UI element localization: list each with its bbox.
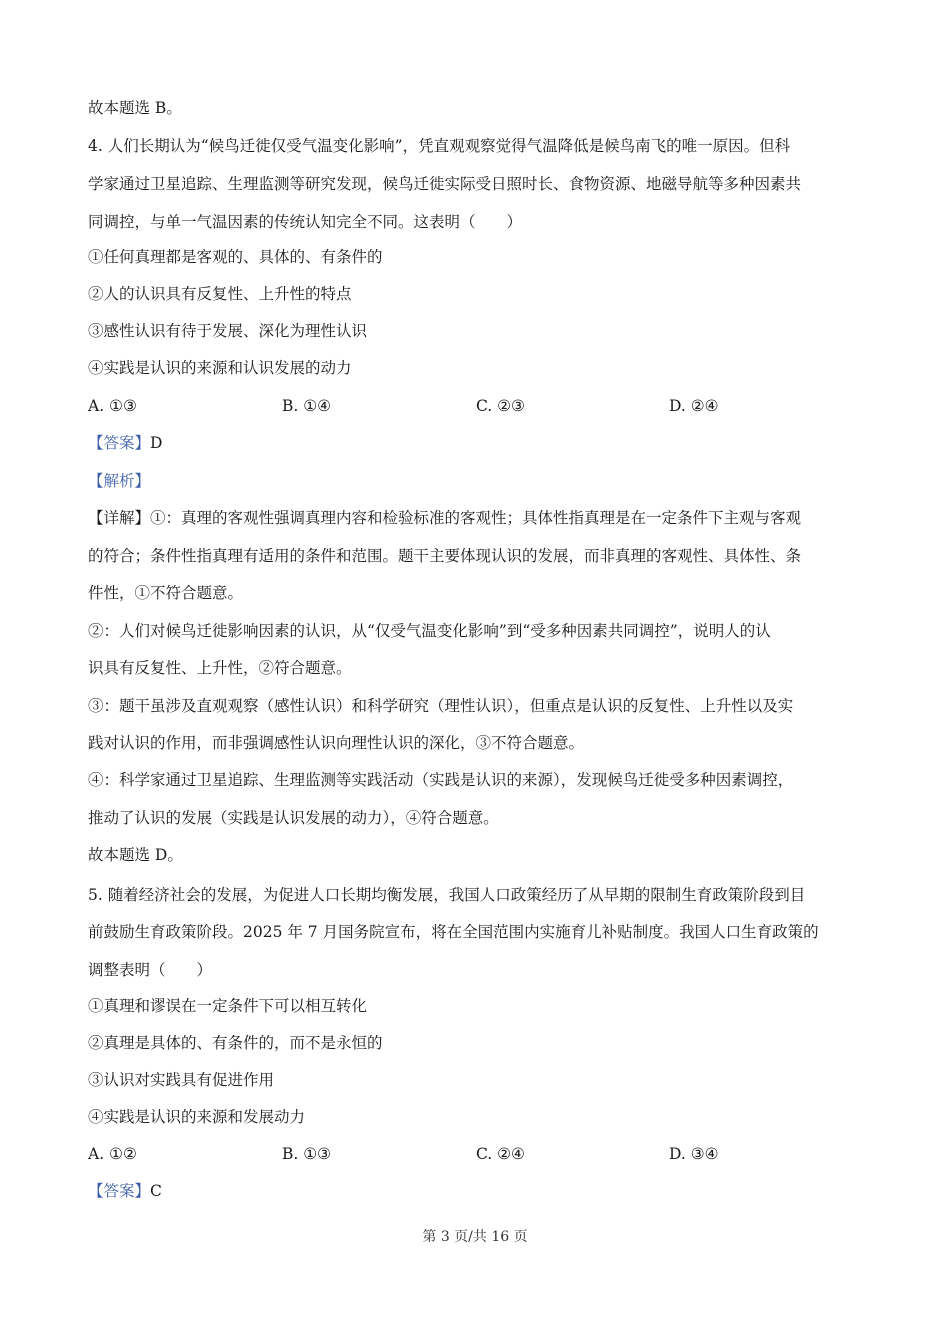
statement-2: ②人的认识具有反复性、上升性的特点 [88,285,352,303]
text-line: ③：题干虽涉及直观观察（感性认识）和科学研究（理性认识），但重点是认识的反复性、上升性以及实 [88,697,794,715]
question-5-stem: 5. 随着经济社会的发展，为促进人口长期均衡发展，我国人口政策经历了从早期的限制生育政策阶段到目 [88,886,806,904]
text-line: 践对认识的作用，而非强调感性认识向理性认识的深化，③不符合题意。 [88,734,585,752]
text-line: 故本题选 D。 [88,846,183,864]
option-c: C. ②④ [476,1145,525,1163]
text-line: 故本题选 B。 [88,99,182,117]
answer-value: D [150,434,163,452]
text-line: ④：科学家通过卫星追踪、生理监测等实践活动（实践是认识的来源），发现候鸟迁徙受多种因素调控， [88,771,794,789]
analysis-tag: 【解析】 [88,472,151,490]
page-footer: 第 3 页/共 16 页 [422,1229,528,1245]
text-line: 调整表明（ ） [88,961,213,979]
option-b: B. ①③ [282,1145,332,1163]
option-a: A. ①③ [88,397,137,415]
answer-line [88,1181,162,1201]
statement-4: ④实践是认识的来源和认识发展的动力 [88,359,352,377]
detail-line [88,508,801,528]
option-d: D. ②④ [669,397,719,415]
text-line: 学家通过卫星追踪、生理监测等研究发现，候鸟迁徙实际受日照时长、食物资源、地磁导航等多种因素共 [88,175,802,193]
text-line: 同调控，与单一气温因素的传统认知完全不同。这表明（ ） [88,213,523,231]
answer-line [88,433,162,453]
option-d: D. ③④ [669,1145,719,1163]
statement-1: ①真理和谬误在一定条件下可以相互转化 [88,997,368,1015]
statement-4: ④实践是认识的来源和发展动力 [88,1108,306,1126]
text-line: 识具有反复性、上升性，②符合题意。 [88,659,352,677]
statement-3: ③认识对实践具有促进作用 [88,1071,275,1089]
statement-3: ③感性认识有待于发展、深化为理性认识 [88,322,368,340]
option-a: A. ①② [88,1145,137,1163]
option-b: B. ①④ [282,397,332,415]
answer-tag: 【答案】 [88,1182,151,1200]
text-line: 推动了认识的发展（实践是认识发展的动力），④符合题意。 [88,809,499,827]
answer-value: C [150,1182,162,1200]
text-line: 的符合；条件性指真理有适用的条件和范围。题干主要体现认识的发展，而非真理的客观性、具体性、条 [88,547,802,565]
option-c: C. ②③ [476,397,525,415]
statement-2: ②真理是具体的、有条件的，而不是永恒的 [88,1034,383,1052]
answer-tag: 【答案】 [88,434,151,452]
statement-1: ①任何真理都是客观的、具体的、有条件的 [88,248,383,266]
text-line: 件性，①不符合题意。 [88,584,244,602]
detail-tag: 【详解】 [88,509,151,527]
question-4-stem: 4. 人们长期认为“候鸟迁徙仅受气温变化影响”，凭直观观察觉得气温降低是候鸟南飞的唯一原因。但科 [88,137,791,155]
text-line: 前鼓励生育政策阶段。2025 年 7 月国务院宣布，将在全国范围内实施育儿补贴制度。我国人口生育政策的 [88,923,819,941]
detail-text: ①：真理的客观性强调真理内容和检验标准的客观性；具体性指真理是在一定条件下主观与客观 [150,509,802,527]
text-line: ②：人们对候鸟迁徙影响因素的认识，从“仅受气温变化影响”到“受多种因素共同调控”，说明人的认 [88,622,771,640]
